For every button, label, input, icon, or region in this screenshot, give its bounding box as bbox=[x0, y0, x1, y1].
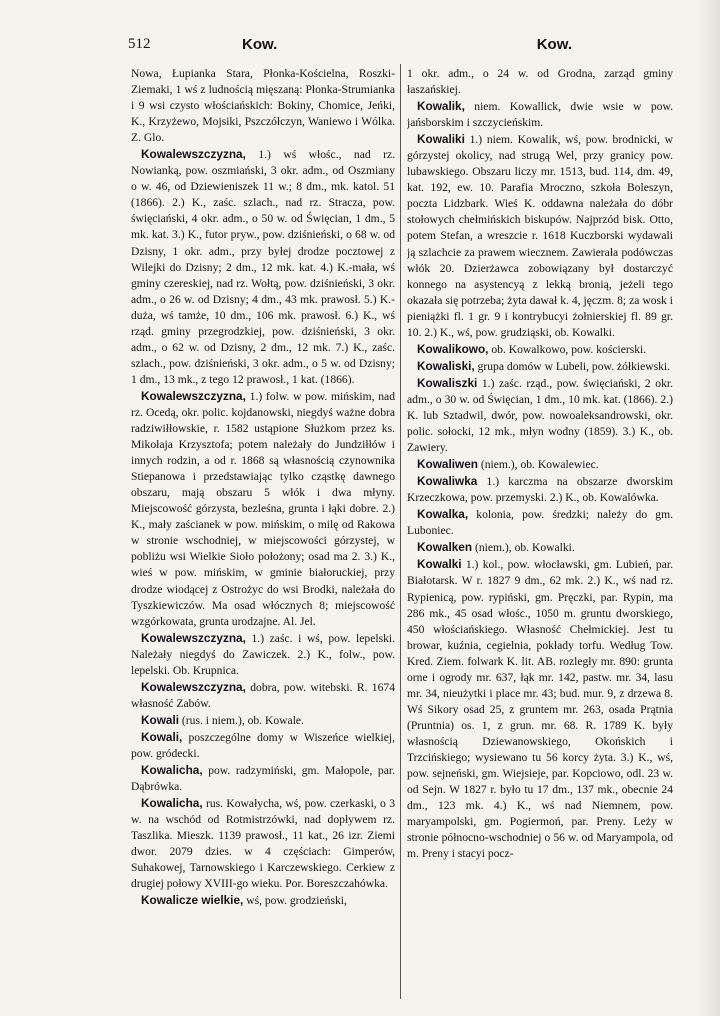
left-column bbox=[131, 66, 395, 996]
entry-headword: Kowalicha, bbox=[141, 763, 203, 778]
entry-headword: Kowalicha, bbox=[141, 796, 203, 811]
page-header bbox=[128, 36, 576, 58]
entry-text: poszczególne domy w Wiszeńce wielkiej, pow. gródecki. bbox=[131, 730, 395, 760]
dictionary-entry bbox=[131, 66, 395, 146]
entry-headword: Kowalki bbox=[417, 557, 462, 572]
dictionary-entry bbox=[407, 375, 673, 456]
entry-headword: Kowaliski, bbox=[417, 358, 475, 373]
entry-headword: Kowaliszki bbox=[417, 375, 478, 390]
dictionary-entry bbox=[131, 146, 395, 388]
entry-headword: Kowalewszczyzna, bbox=[141, 147, 246, 162]
entry-text: wś, pow. grodzieński, bbox=[243, 894, 347, 908]
page-number: 512 bbox=[128, 36, 151, 52]
entry-headword: Kowalewszczyzna, bbox=[141, 630, 246, 645]
entry-headword: Kowalewszczyzna, bbox=[141, 388, 246, 403]
entry-text: grupa domów w Lubeli, pow. żółkiewski. bbox=[474, 359, 671, 373]
entry-headword: Kowaliwka bbox=[417, 474, 478, 489]
entry-headword: Kowalikowo, bbox=[417, 341, 489, 356]
dictionary-entry bbox=[131, 729, 395, 762]
column-divider bbox=[400, 64, 401, 999]
entry-text: (niem.), ob. Kowalewiec. bbox=[477, 458, 599, 472]
dictionary-entry bbox=[407, 506, 673, 539]
entry-headword: Kowalicze wielkie, bbox=[141, 893, 244, 908]
entry-text: niem. Kowallick, dwie wsie w pow. jańsborskim i szczycieńskim. bbox=[407, 100, 673, 130]
dictionary-entry bbox=[131, 795, 395, 892]
right-running-head: Kow. bbox=[536, 36, 572, 53]
entry-text: ob. Kowalkowo, pow. kościerski. bbox=[488, 342, 647, 356]
left-running-head: Kow. bbox=[242, 36, 278, 53]
entry-text: rus. Kowałycha, wś, pow. czerkaski, o 3 w. na wschód od Rotmistrzówki, nad dopływem rz. Taszlika. Mieszk. 1139 prawosł., 11 kat., 26 izr. Ziemi dwor. 2079 dzies. w 4 częściach: Gimperów, Suhakowej, Tarnowskiego i Karczewskiego. Cerkiew z drugiej połowy XVIII-go wieku. Por. Boreszczahówka. bbox=[131, 797, 395, 891]
entry-text: Nowa, Łupianka Stara, Płonka-Kościelna, Roszki-Ziemaki, 1 wś z ludnością mięszaną: Płonka-Strumianka i 9 wsi czysto włościańskich: Bokiny, Chomice, Jeńki, K., Krzyżewo, Mojsiki, Pszczółczyn, Waniewo i Wólka. Z. Glo. bbox=[131, 67, 395, 145]
dictionary-entry bbox=[131, 712, 395, 729]
entry-text: 1.) kol., pow. włocławski, gm. Lubień, par. Białotarsk. W r. 1827 9 dm., 62 mk. 2.) K., wś nad rz. Rypienicą, pow. rypiński, gm. Pręczki, par. Rypin, ma 286 mk., 45 osad włośc., 1050 m. gruntu dworskiego, 450 włościańskiego. Własność Chełmickiej. Jest tu browar, kuźnia, cegielnia, pokłady torfu. Według Tow. Kred. Ziem. folwark K. lit. AB. rozległy mr. 890: grunta orne i ogrody mr. 637, łąk mr. 142, pastw. mr. 34, lasu mr. 34, nieużytki i place mr. 43; bud. mur. 9, z drzewa 8. Wś Sikory osad 25, z gruntem mr. 263, osada Prątnia (Pruntnia) os. 1, z grun. mr. 68. R. 1789 K. były własnością Dziewanowskiego, Okońskich i Trzcińskiego; wysiewano tu 56 korcy żyta. 3.) K., wś, pow. sejneński, gm. Wiejsieje, par. Kopciowo, odl. 23 w. od Sejn. W 1827 r. było tu 17 dm., 137 mk., obecnie 24 dm., 123 mk. 4.) K., wś nad Niemnem, pow. maryampolski, gm. Pogiermoń, par. Preny. Leży w stronie północno-wschodniej o 56 w. od Maryampola, od m. Preny i stacyi pocz- bbox=[407, 558, 673, 861]
dictionary-entry bbox=[131, 892, 395, 909]
entry-text: (niem.), ob. Kowalki. bbox=[472, 541, 575, 555]
entry-headword: Kowali, bbox=[141, 729, 183, 744]
entry-headword: Kowalik, bbox=[417, 99, 465, 114]
dictionary-entry bbox=[407, 131, 673, 341]
entry-headword: Kowaliki bbox=[417, 132, 465, 147]
dictionary-entry bbox=[407, 358, 673, 375]
entry-headword: Kowali bbox=[141, 712, 180, 727]
entry-text: kolonia, pow. średzki; należy do gm. Luboniec. bbox=[407, 508, 673, 538]
entry-text: 1 okr. adm., o 24 w. od Grodna, zarząd gminy łaszańskiej. bbox=[407, 67, 673, 97]
entry-text: 1.) niem. Kowalik, wś, pow. brodnicki, w górzystej okolicy, nad strugą Wel, przy granicy pow. lubawskiego. Obszaru liczy mr. 1513, bud. 114, dm. 49, kat. 192, ew. 10. Parafia Mroczno, szkoła Boleszyn, poczta Lidzbark. Wieś K. oddawna należała do dóbr stołowych chełmińskich biskupów. Najprzód bisk. Otto, potem Stefan, a wreszcie r. 1618 Kuczborski wydawali ją szlachcie za prawem wiecznem. Zawierała podówczas włók 20. Dzierżawca zobowiązany był dostarczyć konnego na asystencyą z lekką bronią, jeżeli tego okazała się potrzeba; żyta dawał k. 4, jęczm. 8; za wosk i pieniążki fl. 1 gr. 9 i kontrybucyi żołnierskiej fl. 89 gr. 10. 2.) K., wś, pow. grudziąski, ob. Kowalki. bbox=[407, 133, 673, 339]
entry-headword: Kowalewszczyzna, bbox=[141, 679, 246, 694]
entry-text: 1.) folw. w pow. mińskim, nad rz. Ocedą, okr. polic. kojdanowski, niegdyś ważne dobra radziwiłłowskie, r. 1582 ustąpione Służkom przez ks. Mikołaja Krzysztofa; potem należały do Jundziłłów i innych rodzin, a od r. 1868 są własnością czynownika Stiepanowa i przedstawiając tylko cząstkę dawnego obszaru, mają obszaru 5 włók i dwa młyny. Miejscowość górzysta, bezleśna, grunta i łąki dobre. 2.) K., mały zaścianek w pow. mińskim, o milę od Rakowa w stronie wschodniej, w miejscowości górzystej, w pobliżu wsi Wielkie Sioło położony; osad ma 2. 3.) K., wieś w pow. mińskim, w gminie białoruckiej, przy drodze wiodącej z Ostrożyc do wsi Brodki, należała do Tyszkiewiczów. Ma osad włócznych 8; miejscowość wzgórkowata, grunta urodzajne. Al. Jel. bbox=[131, 389, 395, 628]
dictionary-entry bbox=[131, 679, 395, 712]
entry-text: (rus. i niem.), ob. Kowale. bbox=[179, 713, 304, 727]
dictionary-entry bbox=[131, 388, 395, 630]
dictionary-entry bbox=[131, 762, 395, 795]
entry-text: 1.) wś włośc., nad rz. Nowianką, pow. oszmiański, 3 okr. adm., od Oszmiany o w. 46, od Dziewieniszek 11 w.; 8 dm., mk. katol. 51 (1866). 2.) K., zaśc. szlach., nad rz. Stracza, pow. święciański, 4 okr. adm., o 50 w. od Święcian, 1 dm., 5 mk. kat. 3.) K., futor pryw., pow. dziśnieński, o 68 w. od Dzisny, 1 okr. adm., przy byłej drodze pocztowej z Wilejki do Dzisny; 2 dm., 12 mk. kat. 4.) K.-mała, wś gminy czereskiej, nad rz. Wołtą, pow. dziśnieński, 3 okr. adm., o 26 w. od Dzisny; 4 dm., 43 mk. prawosł. 5.) K.-duża, wś tamże, 10 dm., 106 mk. prawosł. 6.) K., wś rząd. gminy przegrodzkiej, pow. dziśnieński, 3 okr. adm., o 62 w. od Dzisny, 2 dm., 12 mk. 7.) K., zaśc. szlach., pow. dziśnieński, 3 okr. adm., o 5 w. od Dzisny; 1 dm., 13 mk., z tego 12 prawosł., 1 kat. (1866). bbox=[131, 148, 395, 386]
entry-headword: Kowalken bbox=[417, 540, 473, 555]
dictionary-entry bbox=[407, 539, 673, 556]
dictionary-entry bbox=[407, 341, 673, 358]
entry-text: 1.) karczma na obszarze dworskim Krzeczkowa, pow. przemyski. 2.) K., ob. Kowalówka. bbox=[407, 475, 673, 505]
dictionary-entry bbox=[407, 66, 673, 98]
entry-text: 1.) zaśc. i wś, pow. lepelski. Należały niegdyś do Zawiczek. 2.) K., folw., pow. lepelski. Ob. Krupnica. bbox=[131, 631, 395, 677]
page-edge-shadow bbox=[694, 0, 720, 1016]
dictionary-entry bbox=[407, 556, 673, 862]
dictionary-entry bbox=[407, 456, 673, 473]
entry-headword: Kowalka, bbox=[417, 507, 469, 522]
entry-text: 1.) zaśc. rząd., pow. święciański, 2 okr. adm., o 30 w. od Święcian, 1 dm., 10 mk. kat. (1866). 2.) K. lub Sztadwil, dwór, pow. nowoaleksandrowski, okr. polic. sołocki, 12 mk., młyn wodny (1859). 3.) K., ob. Zawiery. bbox=[407, 376, 673, 455]
entry-headword: Kowaliwen bbox=[417, 457, 478, 472]
dictionary-entry bbox=[407, 473, 673, 506]
entry-text: dobra, pow. witebski. R. 1674 własność Zabów. bbox=[131, 680, 395, 710]
dictionary-entry bbox=[407, 98, 673, 131]
entry-text: pow. radzymiński, gm. Małopole, par. Dąbrówka. bbox=[131, 764, 395, 794]
right-column bbox=[407, 66, 673, 996]
dictionary-entry bbox=[131, 630, 395, 679]
